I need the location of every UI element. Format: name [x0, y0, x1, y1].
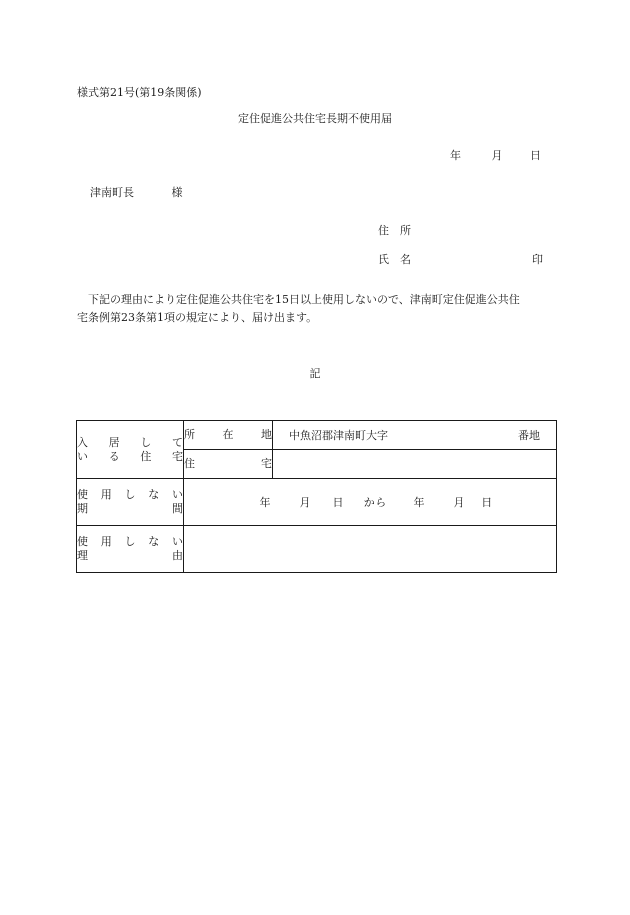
period-label — [77, 479, 184, 526]
addressee-name: 津南町長 — [90, 186, 134, 199]
address-label: 住 所 — [378, 224, 411, 237]
document-title: 定住促進公共住宅長期不使用届 — [238, 112, 392, 125]
residence-label-top: 入 居 し て — [77, 435, 183, 449]
reason-field[interactable] — [184, 526, 557, 573]
period-label-bottom: 期 間 — [77, 502, 183, 515]
date-year: 年 — [450, 149, 461, 162]
house-label: 住 宅 — [184, 450, 273, 479]
date-month: 月 — [491, 149, 503, 162]
location-label: 所 在 地 — [184, 421, 273, 450]
reason-label-bottom: 理 由 — [77, 549, 183, 562]
form-table — [76, 420, 557, 573]
location-suffix: 番地 — [518, 429, 540, 442]
date-day: 日 — [530, 149, 541, 162]
ki-heading: 記 — [309, 367, 321, 380]
body-line-1: 下記の理由により定住促進公共住宅を15日以上使用しないので、津南町定住促進公共住 — [88, 293, 520, 306]
period-label-top: 使 用 し な い — [77, 488, 183, 501]
house-field[interactable] — [273, 450, 557, 479]
period-field[interactable]: 年 月 日 から 年 月 日 — [184, 479, 557, 526]
residence-label-bottom: い る 住 宅 — [77, 449, 183, 463]
body-line-2: 宅条例第23条第1項の規定により、届け出ます。 — [77, 311, 318, 324]
date-line — [450, 149, 541, 163]
name-label: 氏 名 — [378, 253, 411, 266]
reason-label-top: 使 用 し な い — [77, 535, 183, 548]
location-field[interactable] — [273, 421, 557, 450]
addressee-honorific: 様 — [171, 186, 183, 199]
reason-label — [77, 526, 184, 573]
residence-label — [77, 421, 184, 479]
body-text — [77, 291, 520, 327]
form-number: 様式第21号(第19条関係) — [77, 86, 202, 99]
addressee — [90, 186, 183, 200]
seal-mark: 印 — [532, 253, 543, 266]
location-value: 中魚沼郡津南町大字 — [289, 429, 388, 442]
